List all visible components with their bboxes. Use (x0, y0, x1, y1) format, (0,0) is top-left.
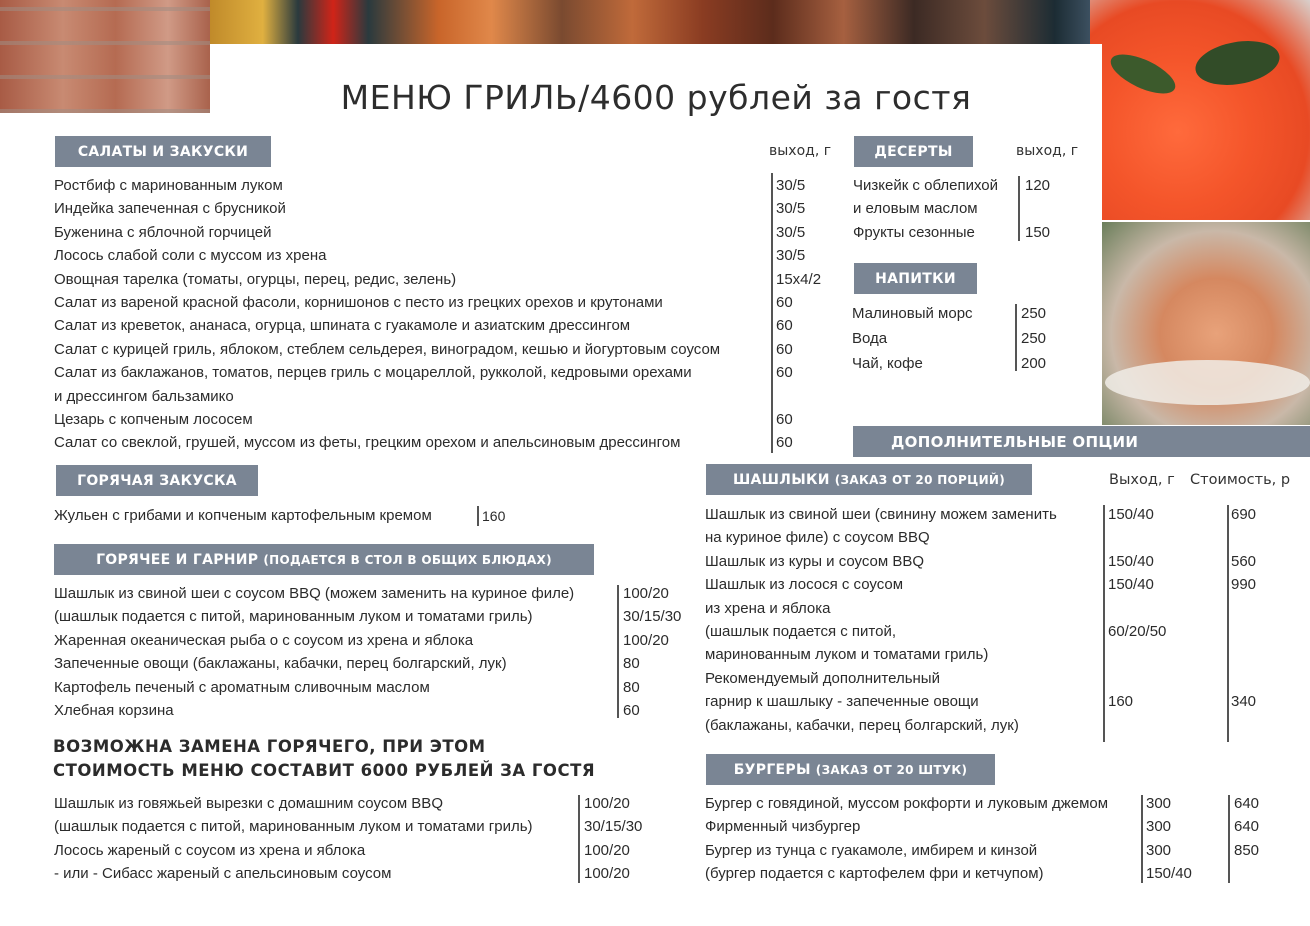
list-item: Цезарь с копченым лососем (54, 411, 253, 429)
weight-value (1108, 643, 1166, 666)
price-value: 340 (1231, 693, 1257, 711)
weight-value: 300 (1146, 795, 1172, 812)
hot-snack-divider (477, 506, 479, 526)
list-item: Ростбиф с маринованным луком (54, 177, 283, 194)
price-value: 640 (1234, 818, 1260, 836)
shashlik-header-title: ШАШЛЫКИ (732, 471, 830, 488)
burgers-header (706, 754, 995, 785)
burgers-prices (1234, 792, 1259, 886)
list-item: (шашлык подается с питой, маринованным луком и томатами гриль) (54, 818, 533, 836)
list-item: (бургер подается с картофелем фри и кетчупом) (705, 865, 1044, 883)
smoked-salmon-photo (1090, 0, 1310, 220)
list-item: Рекомендуемый дополнительный (705, 669, 940, 687)
weight-value: 30/5 (776, 177, 806, 194)
list-item: (шашлык подается с питой, маринованным луком и томатами гриль) (54, 608, 533, 626)
list-item: Салат из креветок, ананаса, огурца, шпината с гуакамоле и азиатским дрессингом (54, 317, 631, 335)
salads-weights (776, 174, 821, 455)
weight-value: 150/40 (1108, 576, 1154, 594)
list-item: и еловым маслом (853, 200, 978, 218)
weight-value: 100/20 (623, 585, 669, 602)
shashlik-price-divider (1227, 505, 1229, 742)
desserts-list (853, 174, 998, 244)
weight-value: 100/20 (623, 631, 669, 649)
hot-main-header-note: (ПОДАЕТСЯ В СТОЛ В ОБЩИХ БЛЮДАХ) (263, 552, 552, 567)
replacement-divider (578, 795, 580, 883)
brick-wall-photo (0, 0, 210, 113)
drinks-divider (1015, 304, 1017, 371)
hot-main-list (54, 582, 574, 722)
weight-value: 30/5 (776, 247, 806, 265)
replacement-note-line2: СТОИМОСТЬ МЕНЮ СОСТАВИТ 6000 РУБЛЕЙ ЗА ГОСТЯ (53, 761, 596, 780)
weight-value: 250 (1021, 305, 1047, 322)
replacement-note-line1: ВОЗМОЖНА ЗАМЕНА ГОРЯЧЕГО, ПРИ ЭТОМ (53, 737, 486, 756)
list-item: Чай, кофе (852, 355, 923, 372)
replacement-weights (584, 792, 642, 886)
weight-value: 60 (776, 411, 793, 429)
weight-value (1108, 667, 1166, 690)
list-item: из хрена и яблока (705, 599, 831, 617)
price-value: 850 (1234, 841, 1260, 859)
weight-value: 60 (776, 434, 793, 452)
list-item: Чизкейк с облепихой (853, 177, 999, 194)
list-item: Жульен с грибами и копченым картофельным кремом (54, 507, 432, 524)
grilled-meat-photo (210, 0, 1090, 44)
weight-value: 120 (1025, 177, 1051, 194)
drinks-header: НАПИТКИ (854, 263, 977, 294)
list-item: Салат со свеклой, грушей, муссом из феты, грецким орехом и апельсиновым дрессингом (54, 434, 681, 452)
list-item: Салат из вареной красной фасоли, корнишонов с песто из грецких орехов и крутонами (54, 294, 663, 312)
list-item: Овощная тарелка (томаты, огурцы, перец, редис, зелень) (54, 270, 457, 288)
salads-header: САЛАТЫ И ЗАКУСКИ (55, 136, 271, 167)
replacement-note (53, 735, 595, 783)
hot-main-header-title: ГОРЯЧЕЕ И ГАРНИР (96, 551, 259, 568)
weight-value: 150/40 (1146, 865, 1192, 883)
hot-snack-header: ГОРЯЧАЯ ЗАКУСКА (56, 465, 258, 496)
price-value (1231, 667, 1256, 690)
weight-value: 60 (776, 294, 793, 312)
list-item: Шашлык из свиной шеи (свинину можем заменить (705, 506, 1057, 523)
list-item: и дрессингом бальзамико (54, 387, 234, 405)
list-item: - или - Сибасс жареный с апельсиновым соусом (54, 865, 392, 883)
list-item: Лосось слабой соли с муссом из хрена (54, 247, 327, 265)
page-title: МЕНЮ ГРИЛЬ/4600 рублей за гостя (340, 78, 972, 117)
shashlik-price-label: Стоимость, р (1190, 472, 1291, 488)
list-item: Салат с курицей гриль, яблоком, стеблем сельдерея, виноградом, кешью и йогуртовым соусом (54, 340, 721, 358)
list-item: гарнир к шашлыку - запеченные овощи (705, 693, 979, 711)
list-item: Шашлык из лосося с соусом (705, 576, 904, 594)
burgers-price-divider (1228, 795, 1230, 883)
shashlik-header (706, 464, 1032, 495)
weight-value (776, 385, 821, 408)
list-item: Вода (852, 330, 888, 347)
weight-value: 30/15/30 (584, 818, 643, 836)
shashlik-weights (1108, 503, 1166, 737)
list-item: Индейка запеченная с брусникой (54, 200, 286, 218)
burgers-header-note: (ЗАКАЗ ОТ 20 ШТУК) (815, 762, 968, 777)
price-value (1231, 597, 1256, 620)
hot-main-divider (617, 585, 619, 718)
weight-value: 60 (623, 702, 640, 720)
list-item: Шашлык из говяжьей вырезки с домашним соусом BBQ (54, 795, 443, 812)
desserts-header: ДЕСЕРТЫ (854, 136, 973, 167)
list-item: на куриное филе) с соусом BBQ (705, 529, 930, 547)
list-item: Жаренная океаническая рыба о с соусом из хрена и яблока (54, 631, 474, 649)
weight-value: 30/5 (776, 223, 806, 241)
weight-value: 30/15/30 (623, 608, 682, 626)
shashlik-list (705, 503, 1057, 737)
weight-value: 30/5 (776, 200, 806, 218)
weight-value: 200 (1021, 355, 1047, 372)
burgers-header-title: БУРГЕРЫ (733, 761, 811, 778)
list-item: Шашлык из свиной шеи с соусом BBQ (можем заменить на куриное филе) (54, 585, 575, 602)
price-value (1234, 862, 1259, 885)
replacement-list (54, 792, 533, 886)
price-value (1231, 526, 1256, 549)
weight-value: 250 (1021, 330, 1047, 347)
weight-value: 160 (482, 508, 506, 524)
desserts-weights (1025, 174, 1050, 244)
burgers-list (705, 792, 1108, 886)
weight-value: 150/40 (1108, 506, 1154, 523)
list-item: Малиновый морс (852, 305, 973, 322)
weight-value: 60 (776, 340, 793, 358)
salads-list (54, 174, 720, 455)
hot-main-weights (623, 582, 681, 722)
weight-value (1108, 714, 1166, 737)
burgers-weights (1146, 792, 1192, 886)
weight-value: 60 (776, 317, 793, 335)
weight-value: 60/20/50 (1108, 623, 1167, 641)
list-item: Салат из баклажанов, томатов, перцев гриль с моцареллой, рукколой, кедровыми орехами (54, 364, 692, 382)
desserts-divider (1018, 176, 1020, 241)
salads-weight-label: выход, г (769, 143, 832, 159)
price-value: 690 (1231, 506, 1257, 523)
list-item: Картофель печеный с ароматным сливочным маслом (54, 678, 430, 696)
burgers-weight-divider (1141, 795, 1143, 883)
hot-main-header (54, 544, 594, 575)
price-value (1231, 714, 1256, 737)
list-item: Шашлык из куры и соусом BBQ (705, 552, 925, 570)
drinks-list (852, 301, 973, 376)
weight-value: 100/20 (584, 795, 630, 812)
weight-value (1025, 197, 1050, 220)
list-item: Хлебная корзина (54, 702, 174, 720)
weight-value: 15x4/2 (776, 270, 822, 288)
weight-value: 300 (1146, 841, 1172, 859)
weight-value (1108, 597, 1166, 620)
weight-value (1108, 526, 1166, 549)
weight-value: 160 (1108, 693, 1134, 711)
shashlik-header-note: (ЗАКАЗ ОТ 20 ПОРЦИЙ) (834, 472, 1006, 487)
list-item: Бургер с говядиной, муссом рокфорти и луковым джемом (705, 795, 1109, 812)
list-item: Буженина с яблочной горчицей (54, 223, 272, 241)
list-item: маринованным луком и томатами гриль) (705, 646, 989, 664)
shashlik-prices (1231, 503, 1256, 737)
list-item: (шашлык подается с питой, (705, 623, 896, 641)
weight-value: 80 (623, 655, 640, 673)
weight-value: 100/20 (584, 841, 630, 859)
list-item: Бургер из тунца с гуакамоле, имбирем и кинзой (705, 841, 1038, 859)
price-value: 640 (1234, 795, 1260, 812)
price-value (1231, 620, 1256, 643)
weight-value: 150/40 (1108, 552, 1154, 570)
list-item: Фрукты сезонные (853, 223, 975, 241)
weight-value: 300 (1146, 818, 1172, 836)
extra-options-header: ДОПОЛНИТЕЛЬНЫЕ ОПЦИИ (853, 426, 1310, 457)
drinks-weights (1021, 301, 1046, 376)
list-item: Фирменный чизбургер (705, 818, 861, 836)
price-value: 990 (1231, 576, 1257, 594)
weight-value: 150 (1025, 223, 1051, 241)
weight-value: 100/20 (584, 865, 630, 883)
weight-value: 60 (776, 364, 793, 382)
price-value (1231, 643, 1256, 666)
salads-divider (771, 173, 773, 453)
shashlik-weight-divider (1103, 505, 1105, 742)
desserts-weight-label: выход, г (1016, 143, 1079, 159)
weight-value: 80 (623, 678, 640, 696)
plate-decoration (1105, 360, 1310, 405)
list-item: (баклажаны, кабачки, перец болгарский, лук) (705, 716, 1019, 734)
list-item: Лосось жареный с соусом из хрена и яблока (54, 841, 366, 859)
price-value: 560 (1231, 552, 1257, 570)
list-item: Запеченные овощи (баклажаны, кабачки, перец болгарский, лук) (54, 655, 507, 673)
shashlik-weight-label: Выход, г (1109, 472, 1175, 488)
